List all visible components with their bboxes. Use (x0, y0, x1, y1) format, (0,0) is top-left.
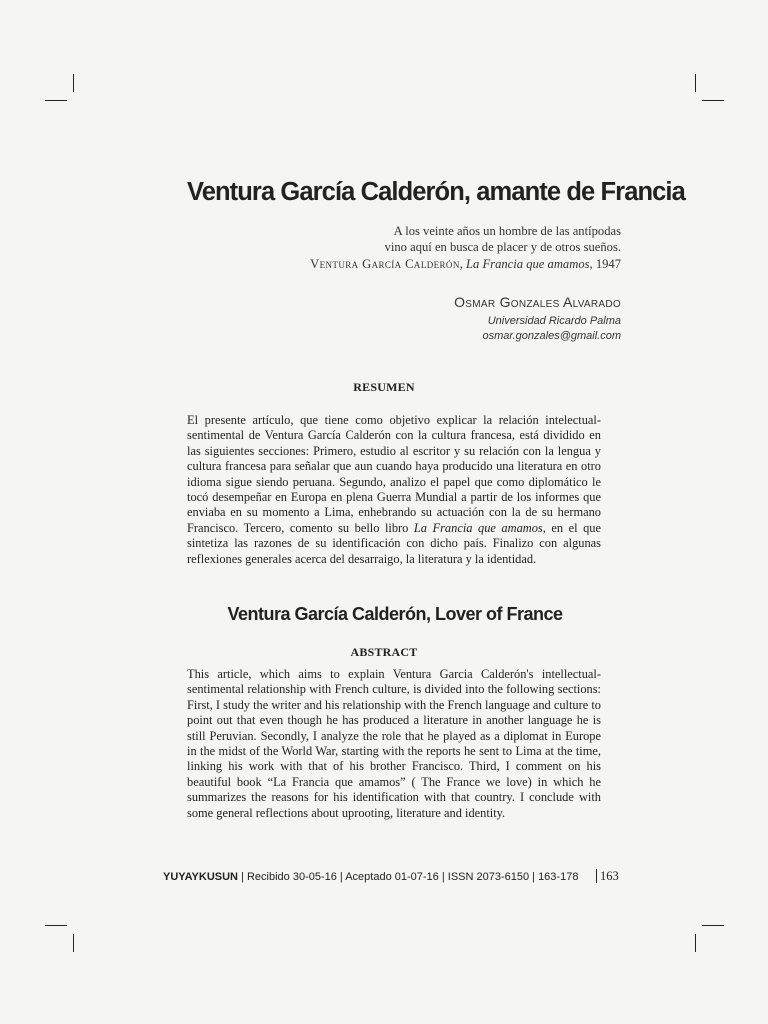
crop-mark (702, 100, 724, 101)
resumen-heading: RESUMEN (353, 380, 415, 394)
crop-mark (45, 100, 67, 101)
crop-mark (702, 925, 724, 926)
crop-mark (695, 74, 696, 92)
english-title: Ventura García Calderón, Lover of France (227, 604, 563, 624)
author-affiliation: Universidad Ricardo Palma (487, 315, 621, 327)
epigraph-source-year: , 1947 (589, 257, 621, 271)
epigraph-line: A los veinte años un hombre de las antípodas (393, 224, 621, 238)
epigraph-source: Ventura García Calderón, La Francia que amamos, 1947 (310, 257, 621, 271)
author-email[interactable]: osmar.gonzales@gmail.com (482, 330, 621, 342)
epigraph-line: vino aquí en busca de placer y de otros sueños. (384, 239, 621, 254)
resumen-text-part: , en el que sintetiza las razones de su identificación con dicho país. Finalizo con algunas reflexiones generales acerca del desarraigo, la literatura y la identidad. (187, 520, 601, 566)
page-number: 163 (596, 869, 619, 883)
author-name: Osmar Gonzales Alvarado (454, 294, 621, 310)
epigraph-source-work: La Francia que amamos (466, 257, 590, 271)
journal-details: | Recibido 30-05-16 | Aceptado 01-07-16 | ISSN 2073-6150 | 163-178 (238, 871, 579, 883)
crop-mark (73, 74, 74, 92)
journal-name: YUYAYKUSUN (163, 871, 238, 883)
abstract-heading: ABSTRACT (350, 645, 418, 659)
author-block (454, 294, 621, 344)
article-title: Ventura García Calderón, amante de Francia (187, 178, 685, 206)
abstract-text: This article, which aims to explain Ventura Garcia Calderón's intellectual-sentimental relationship with French culture, is divided into the following sections: First, I study the writer and his relationship with the French language and culture to point out that even though he has produced a literature in another language he is still Peruvian. Secondly, I analyze the role that he played as a diplomat in Europe in the midst of the World War, starting with the reports he sent to Lima at the time, linking his work with that of his brother Francisco. Third, I comment on his beautiful book “La Francia que amamos” ( The France we love) in which he summarizes the reasons for his identification with that country. I conclude with some general reflections about uprooting, literature and identity. (187, 667, 601, 820)
epigraph-source-author: Ventura García Calderón (310, 257, 460, 271)
crop-mark (45, 925, 67, 926)
resumen-text (187, 413, 601, 567)
journal-footer (163, 871, 578, 883)
crop-mark (73, 934, 74, 952)
epigraph (310, 224, 621, 273)
resumen-text-part: El presente artículo, que tiene como objetivo explicar la relación intelectual-sentimental de Ventura García Calderón con la cultura francesa, está dividido en las siguientes secciones: Primero, estudio al escritor y su relación con la lengua y cultura francesa para señalar que aun cuando haya producido una literatura en otro idioma sigue siendo peruana. Segundo, analizo el papel que como diplomático le tocó desempeñar en Europa en plena Guerra Mundial a partir de los informes que enviaba en su momento a Lima, enhebrando su actuación con la de su hermano Francisco. Tercero, comento su bello libro (187, 413, 601, 535)
crop-mark (695, 934, 696, 952)
resumen-book-title: La Francia que amamos (413, 520, 543, 535)
